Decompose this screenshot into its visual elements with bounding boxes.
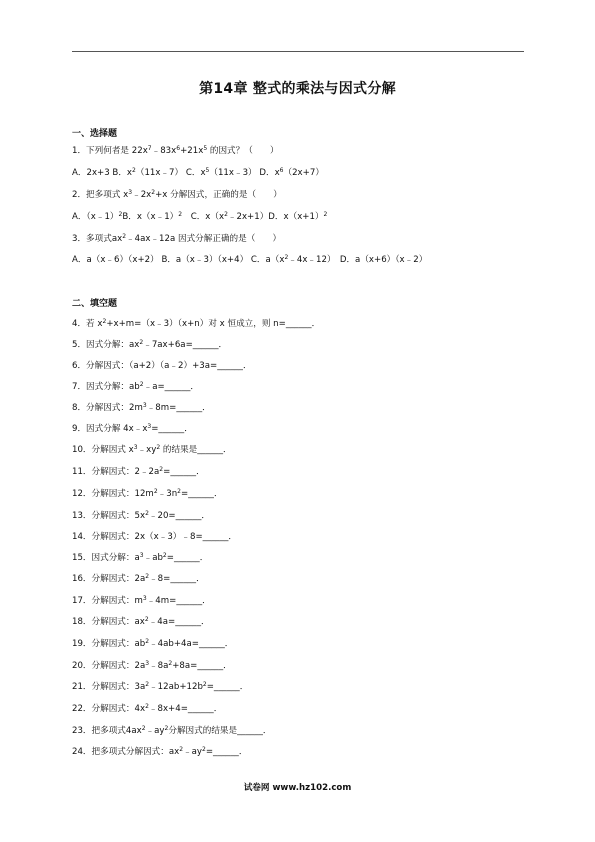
question-line: 6．分解因式：（a+2）（a﹣2）+3a=______． xyxy=(72,361,252,371)
question-line: 9．因式分解 $4x﹣x^3=\_\_\_\_\_\_$． xyxy=(72,423,193,434)
question-line: 18．分解因式：$ax^2﹣4a=\_\_\_\_\_\_$． xyxy=(72,616,210,627)
question-line: 11．分解因式：$2﹣2a^2=\_\_\_\_\_\_$． xyxy=(72,466,205,477)
header-rule xyxy=(72,51,524,52)
question-line: A．a（x﹣6）（x+2） B．a（x﹣3）（x+4） C．$a(x^2﹣4x﹣12)$ D．a（x+6）（x﹣2） xyxy=(72,254,428,265)
question-line: 5．因式分解：$ax^2﹣7ax+6a=\_\_\_\_\_\_$． xyxy=(72,339,228,350)
question-line: 21．分解因式：$3a^2﹣12ab+12b^2=\_\_\_\_\_\_$． xyxy=(72,681,249,692)
question-line: 8．分解因式：$2m^3﹣8m=\_\_\_\_\_\_$． xyxy=(72,402,211,413)
section-heading-choice: 一、选择题 xyxy=(72,129,118,139)
question-line: 23．把多项式$4ax^2﹣ay^2$分解因式的结果是______． xyxy=(72,725,272,736)
question-line: A．（x﹣1）$^2$B．x（x﹣1）$^2$ C．$x(x^2﹣2x+1)D$．$x(x+1)^2$ xyxy=(72,211,328,222)
question-line: 24．把多项式分解因式：$ax^2﹣ay^2=\_\_\_\_\_\_$． xyxy=(72,746,248,757)
question-line: 16．分解因式：$2a^2﹣8=\_\_\_\_\_\_$． xyxy=(72,573,205,584)
question-line: 17．分解因式：$m^3﹣4m=\_\_\_\_\_\_$． xyxy=(72,595,211,606)
question-line: 10．分解因式 $x^3﹣xy^2$ 的结果是______． xyxy=(72,444,232,455)
question-line: 4．若 $x^2+x+m=(x﹣3)(x+n)$对 x 恒成立，则 n=______． xyxy=(72,318,321,329)
question-line: 14．分解因式：2x（x﹣3）﹣8=______． xyxy=(72,532,238,542)
question-line: 19．分解因式：$ab^2﹣4ab+4a=\_\_\_\_\_\_$． xyxy=(72,638,234,649)
question-line: 13．分解因式：$5x^2﹣20=\_\_\_\_\_\_$． xyxy=(72,510,210,521)
question-line: 12．分解因式：$12m^2﹣3n^2=\_\_\_\_\_\_$． xyxy=(72,488,223,499)
footer-watermark: 试卷网 www.hz102.com xyxy=(243,783,352,793)
question-line: 3．多项式$ax^2﹣4ax﹣12a$ 因式分解正确的是（ ） xyxy=(72,233,282,244)
question-line: A．2x+3 B．$x^2(11x﹣7)$ C．$x^5(11x﹣3)$ D．$x^6(2x+7)$ xyxy=(72,167,324,178)
section-heading-fill: 二、填空题 xyxy=(72,299,118,309)
question-line: 20．分解因式：$2a^3﹣8a^2+8a=\_\_\_\_\_\_$． xyxy=(72,660,232,671)
question-line: 22．分解因式：$4x^2﹣8x+4=\_\_\_\_\_\_$． xyxy=(72,703,223,714)
question-line: 15．因式分解：$a^3﹣ab^2=\_\_\_\_\_\_$． xyxy=(72,552,209,563)
question-line: 1．下列何者是 $22x^7﹣83x^6+21x^5$ 的因式？（ ） xyxy=(72,145,279,156)
question-line: 2．把多项式 $x^3﹣2x^2+x$ 分解因式，正确的是（ ） xyxy=(72,189,282,200)
page-title: 第14章 整式的乘法与因式分解 xyxy=(199,81,396,97)
question-line: 7．因式分解：$ab^2﹣a=\_\_\_\_\_\_$． xyxy=(72,381,200,392)
